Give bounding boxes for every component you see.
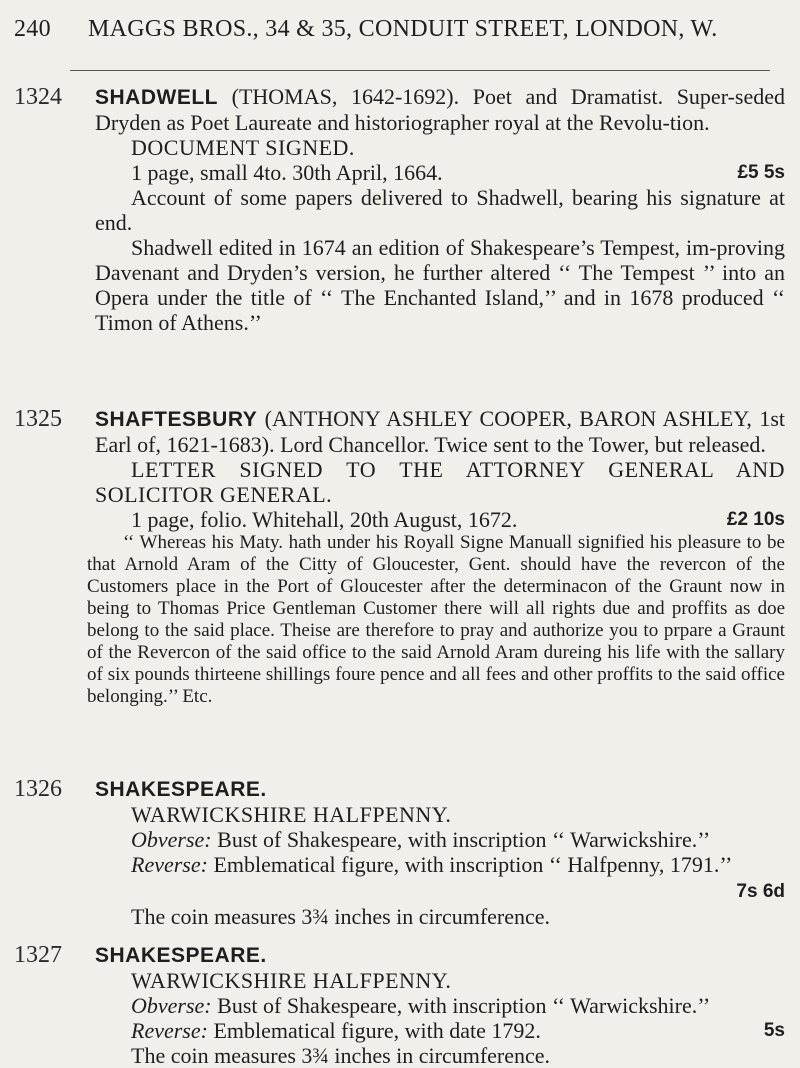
item-price: £5 5s xyxy=(737,162,785,183)
obverse-line xyxy=(95,827,785,852)
quoted-text: ‘‘ Whereas his Maty. hath under his Royall Signe Manuall signified his pleasure to be that Arnold Aram of the Citty of Gloucester, Gent. should have the revercon of the Customers place in the Port of Gloucester after the determinacon of the Graunt now in being to Thomas Price Gentleman Customer there will all rights due and proffits as doe belong to the said place. Theise are therefore to pray and authorize you to prpare a Graunt of the Revercon of the said office to the said Arnold Aram dureing his life with the sallary of six pounds thirteene shillings foure pence and all fees and other proffits to the said office belonging.’’ Etc. xyxy=(87,532,785,707)
header-rule xyxy=(70,70,770,71)
header-text: MAGGS BROS., 34 & 35, CONDUIT STREET, LONDON, W. xyxy=(88,16,718,42)
entry-title xyxy=(95,84,785,135)
document-type: LETTER SIGNED TO THE ATTORNEY GENERAL AND SOLICITOR GENERAL. xyxy=(95,457,785,507)
price-line xyxy=(95,877,785,904)
obverse-text: Bust of Shakespeare, with inscription ‘‘ Warwickshire.’’ xyxy=(211,993,711,1018)
reverse-label: Reverse: xyxy=(131,852,208,877)
obverse-label: Obverse: xyxy=(131,827,212,852)
coin-measure: The coin measures 3¾ inches in circumference. xyxy=(131,1043,551,1068)
item-price: £2 10s xyxy=(726,509,785,530)
document-type: WARWICKSHIRE HALFPENNY. xyxy=(131,968,452,993)
lot-number: 1327 xyxy=(14,942,62,968)
lot-number: 1325 xyxy=(14,406,62,432)
entry-title xyxy=(95,776,785,802)
running-header xyxy=(14,16,784,43)
document-type: WARWICKSHIRE HALFPENNY. xyxy=(131,802,452,827)
entry-description: (THOMAS, 1642-1692). Poet and Dramatist. Super-seded Dryden as Poet Laureate and historiographer royal at the Revolu-tion. xyxy=(95,84,785,135)
document-type: DOCUMENT SIGNED. xyxy=(131,135,355,160)
reverse-text: Emblematical figure, with inscription ‘‘ Halfpenny, 1791.’’ xyxy=(207,852,733,877)
obverse-line xyxy=(95,993,785,1018)
item-detail xyxy=(95,160,785,185)
obverse-label: Obverse: xyxy=(131,993,212,1018)
reverse-line xyxy=(95,1018,785,1043)
entry-content xyxy=(87,406,785,708)
entry-content xyxy=(95,776,785,929)
item-price: 7s 6d xyxy=(736,881,785,902)
coin-measure: The coin measures 3¾ inches in circumference. xyxy=(131,904,551,929)
item-price: 5s xyxy=(763,1020,785,1041)
reverse-text: Emblematical figure, with date 1792. xyxy=(207,1018,541,1043)
entry-name: SHAFTESBURY xyxy=(95,408,258,431)
entry-note: Shadwell edited in 1674 an edition of Shakespeare’s Tempest, im-proving Davenant and Dryden’s version, he further altered ‘‘ The Tempest ’’ into an Opera under the title of ‘‘ The Enchanted Island,’’ and in 1678 produced ‘‘ Timon of Athens.’’ xyxy=(95,235,785,335)
reverse-label: Reverse: xyxy=(131,1018,208,1043)
entry-title xyxy=(95,406,785,457)
obverse-text: Bust of Shakespeare, with inscription ‘‘ Warwickshire.’’ xyxy=(211,827,711,852)
item-format: 1 page, small 4to. 30th April, 1664. xyxy=(131,160,443,185)
entry-name: SHAKESPEARE. xyxy=(95,944,267,967)
entry-content xyxy=(95,84,785,335)
lot-number: 1324 xyxy=(14,84,62,110)
item-format: 1 page, folio. Whitehall, 20th August, 1672. xyxy=(131,507,518,532)
entry-name: SHADWELL xyxy=(95,86,218,109)
entry-description: (ANTHONY ASHLEY COOPER, BARON ASHLEY, 1st Earl of, 1621-1683). Lord Chancellor. Twice sent to the Tower, but released. xyxy=(95,406,785,457)
entry-note: Account of some papers delivered to Shadwell, bearing his signature at end. xyxy=(95,185,785,235)
entry-title xyxy=(95,942,785,968)
reverse-line xyxy=(95,852,785,877)
entry-content xyxy=(95,942,785,1068)
entry-name: SHAKESPEARE. xyxy=(95,778,267,801)
page-number: 240 xyxy=(14,16,51,42)
item-detail xyxy=(95,507,785,532)
lot-number: 1326 xyxy=(14,776,62,802)
